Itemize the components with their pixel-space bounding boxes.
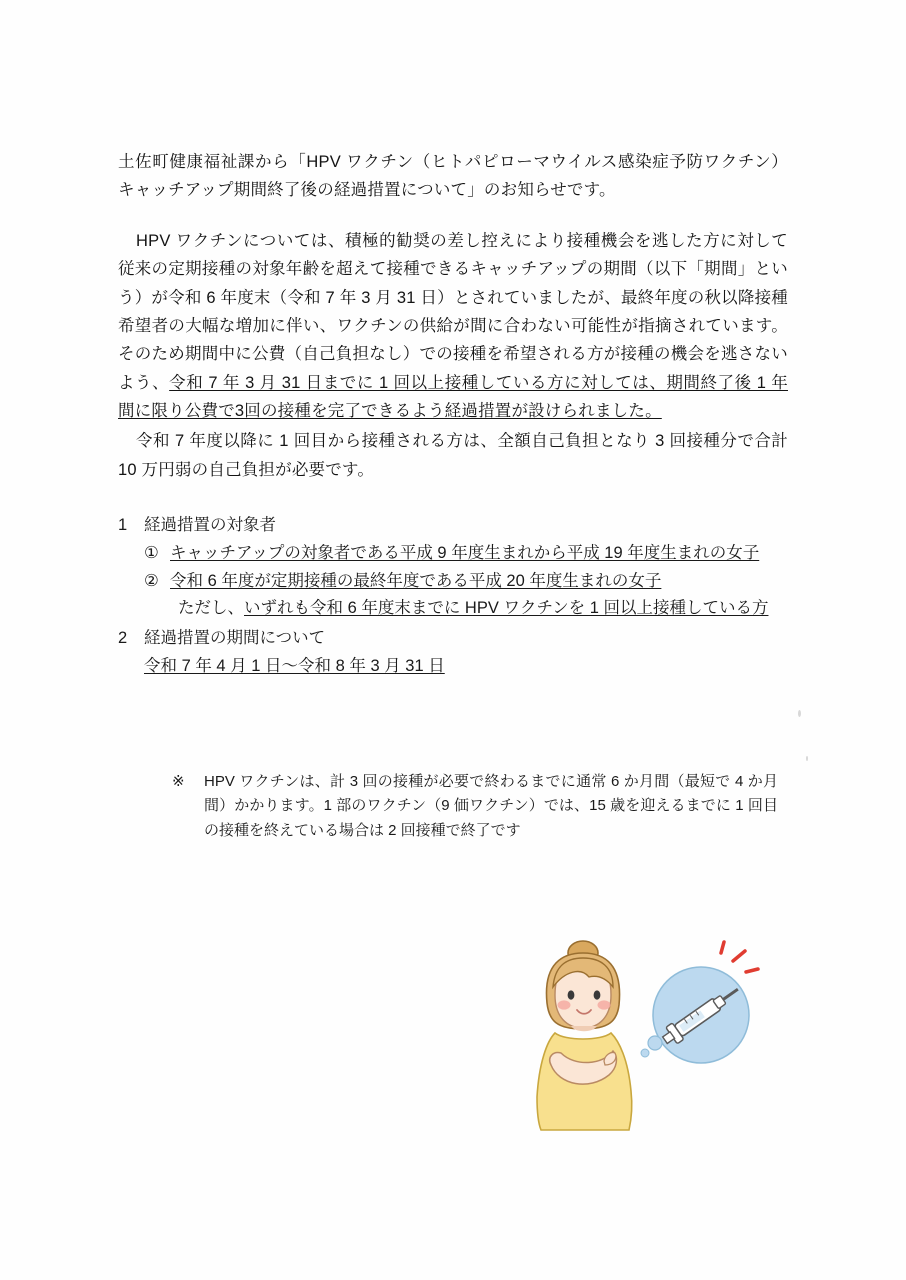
scan-speck — [798, 710, 801, 717]
section-2-number: 2 — [118, 629, 128, 647]
section-1 — [118, 512, 788, 540]
section-1-item-1-marker: ① — [144, 543, 159, 562]
body-paragraph-1-underlined: 令和 7 年 3 月 31 日までに 1 回以上接種している方に対しては、期間終了後 1 年間に限り公費で3回の接種を完了できるよう経過措置が設けられました。 — [118, 373, 788, 420]
section-1-item-1-text: キャッチアップの対象者である平成 9 年度生まれから平成 19 年度生まれの女子 — [170, 543, 760, 562]
section-2-period — [118, 653, 788, 681]
footnote-text: HPV ワクチンは、計 3 回の接種が必要で終わるまでに通常 6 か月間（最短で 4 か月間）かかります。1 部のワクチン（9 価ワクチン）では、15 歳を迎えるまでに 1 回目の接種を終えている場合は 2 回接種で終了です — [204, 773, 778, 839]
section-2-title: 経過措置の期間について — [144, 629, 326, 647]
girl-with-syringe-illustration — [505, 925, 765, 1140]
body-paragraph-2: 令和 7 年度以降に 1 回目から接種される方は、全額自己負担となり 3 回接種分で合計 10 万円弱の自己負担が必要です。 — [118, 432, 788, 479]
section-1-title: 経過措置の対象者 — [144, 516, 276, 535]
document-body — [118, 148, 788, 680]
section-1-condition-underlined: いずれも令和 6 年度末までに HPV ワクチンを 1 回以上接種している方 — [244, 599, 769, 618]
section-1-item-1 — [118, 540, 788, 568]
footnote-marker: ※ — [172, 773, 185, 790]
section-1-item-2 — [118, 568, 788, 596]
footnote — [172, 770, 778, 843]
section-1-condition-prefix: ただし、 — [178, 599, 244, 618]
section-1-item-2-text: 令和 6 年度が定期接種の最終年度である平成 20 年度生まれの女子 — [170, 571, 662, 590]
section-1-number: 1 — [118, 516, 128, 535]
scan-speck — [806, 756, 808, 761]
body-paragraph-1-plain: HPV ワクチンについては、積極的勧奨の差し控えにより接種機会を逃した方に対して従来の定期接種の対象年齢を超えて接種できるキャッチアップの期間（以下「期間」という）が令和 6 年度末（令和 7 年 3 月 31 日）とされていましたが、最終年度の秋以降接種希望者の大幅な増加に伴い、ワクチンの供給が間に合わない可能性が指摘されています。そのため期間中に公費（自己負担なし）での接種を希望される方が接種の機会を逃さないよう、 — [118, 231, 788, 392]
body-paragraph-1 — [118, 227, 788, 426]
section-1-condition — [118, 595, 788, 623]
section-2 — [118, 625, 788, 653]
section-2-period-underlined: 令和 7 年 4 月 1 日～令和 8 年 3 月 31 日 — [144, 656, 445, 675]
intro-paragraph: 土佐町健康福祉課から「HPV ワクチン（ヒトパピローマウイルス感染症予防ワクチン）キャッチアップ期間終了後の経過措置について」のお知らせです。 — [118, 153, 788, 200]
section-1-item-2-marker: ② — [144, 571, 159, 590]
sections-list — [118, 512, 788, 680]
